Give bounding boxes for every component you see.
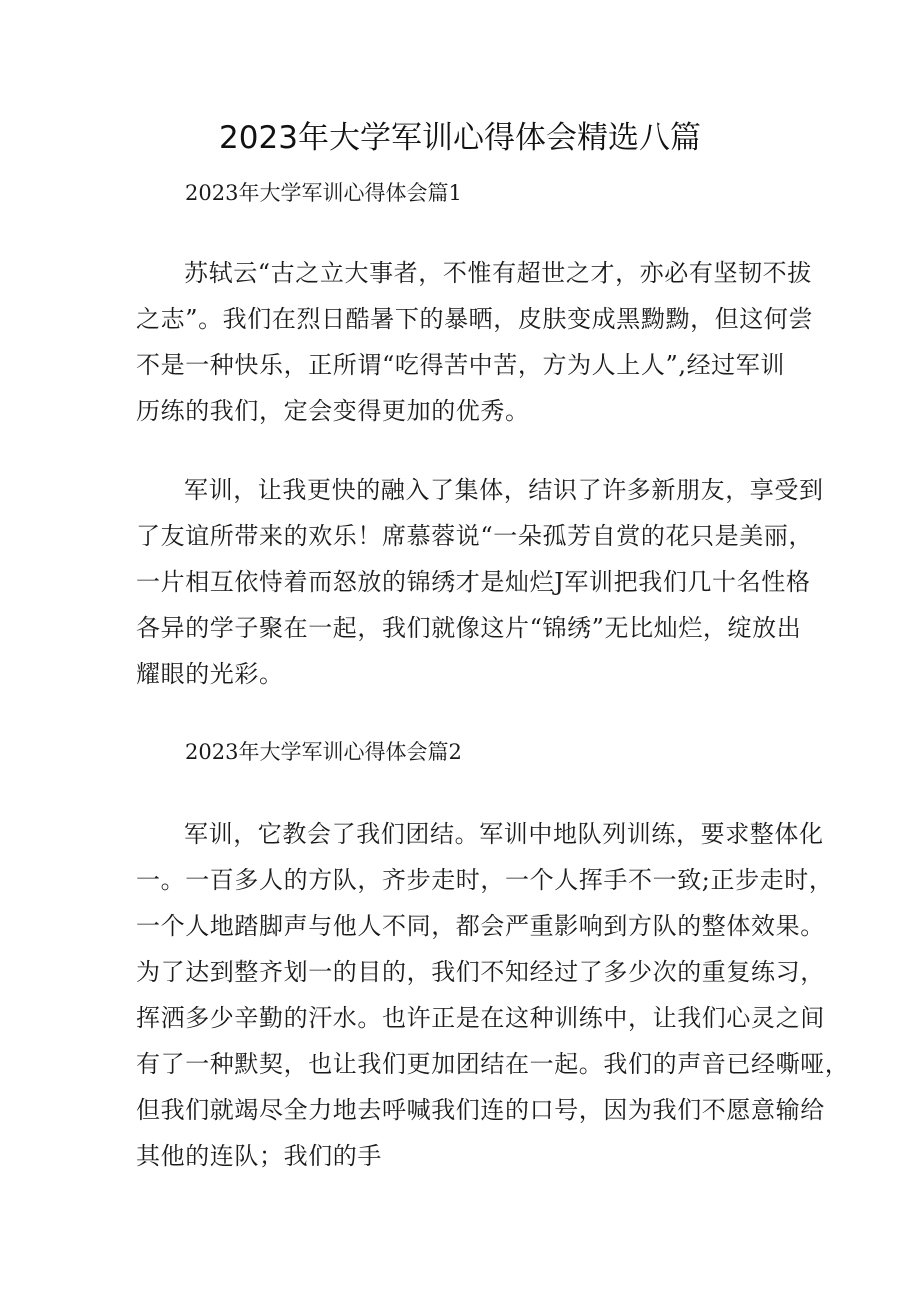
paragraph-line: 之志”。我们在烈日酷暑下的暴晒，皮肤变成黑黝黝，但这何尝 <box>136 305 814 333</box>
paragraph-line: 为了达到整齐划一的目的，我们不知经过了多少次的重复练习， <box>136 958 825 986</box>
section-heading-2: 2023年大学军训心得体会篇2 <box>185 740 462 764</box>
paragraph-line: 各异的学子聚在一起，我们就像这片“锦绣”无比灿烂，绽放出 <box>136 614 802 642</box>
paragraph <box>136 250 814 434</box>
document-title: 2023年大学军训心得体会精选八篇 <box>219 120 701 156</box>
paragraph <box>136 467 824 697</box>
paragraph-line: 但我们就竭尽全力地去呼喊我们连的口号，因为我们不愿意输给 <box>136 1096 825 1124</box>
paragraph-line: 不是一种快乐，正所谓“吃得苦中苦，方为人上人”,经过军训 <box>136 351 785 379</box>
paragraph <box>136 811 850 1179</box>
paragraph-line: 一片相互依恃着而怒放的锦绣才是灿烂J军训把我们几十名性格 <box>136 568 811 596</box>
paragraph-line: 军训，让我更快的融入了集体，结识了许多新朋友，享受到 <box>184 476 824 504</box>
paragraph-line: 军训，它教会了我们团结。军训中地队列训练，要求整体化 <box>184 820 824 848</box>
paragraph-line: 挥洒多少辛勤的汗水。也许正是在这种训练中，让我们心灵之间 <box>136 1004 825 1032</box>
paragraph-line: 一。一百多人的方队，齐步走时，一个人挥手不一致;正步走时， <box>136 866 834 894</box>
paragraph-line: 一个人地踏脚声与他人不同，都会严重影响到方队的整体效果。 <box>136 912 825 940</box>
paragraph-line: 其他的连队；我们的手 <box>136 1142 382 1170</box>
paragraph-line: 苏轼云“古之立大事者，不惟有超世之才，亦必有坚韧不拔 <box>184 259 812 287</box>
section-heading-1: 2023年大学军训心得体会篇1 <box>185 181 462 205</box>
paragraph-line: 历练的我们，定会变得更加的优秀。 <box>136 397 530 425</box>
paragraph-line: 耀眼的光彩。 <box>136 660 284 688</box>
paragraph-line: 了友谊所带来的欢乐！席慕蓉说“一朵孤芳自赏的花只是美丽， <box>136 522 814 550</box>
paragraph-line: 有了一种默契，也让我们更加团结在一起。我们的声音已经嘶哑， <box>136 1050 850 1078</box>
